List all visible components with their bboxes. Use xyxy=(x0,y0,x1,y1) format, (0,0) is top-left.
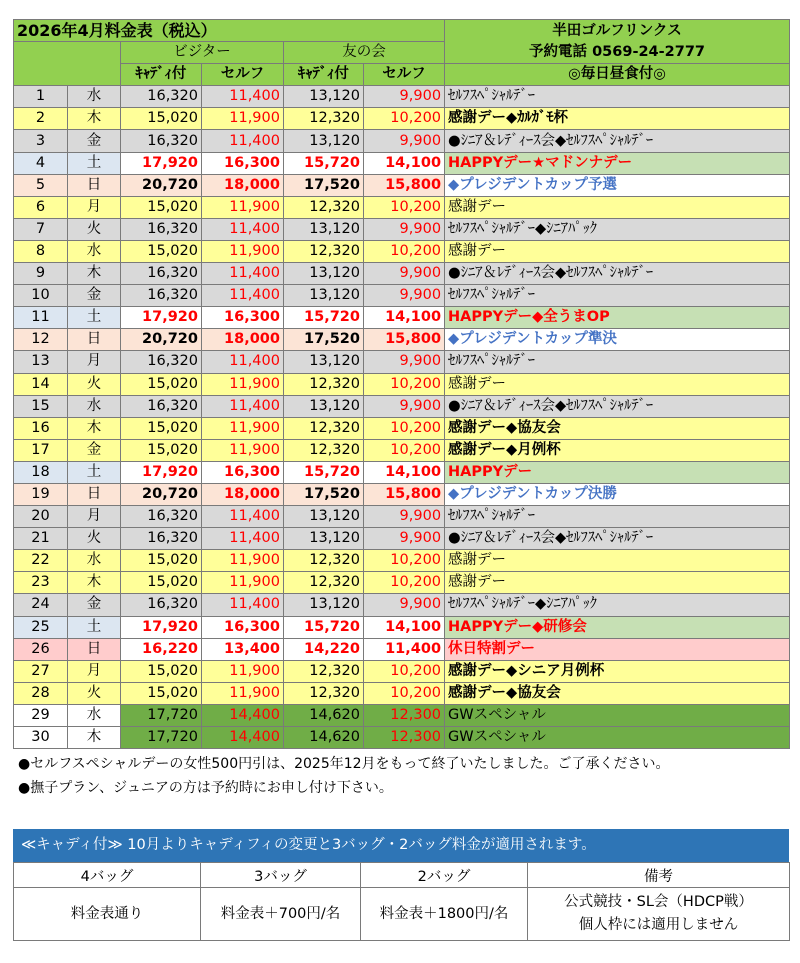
weekday-cell: 月 xyxy=(68,660,121,682)
visitor-self-price: 18,000 xyxy=(202,174,284,196)
weekday-cell: 水 xyxy=(68,550,121,572)
event-note: ◆プレジデントカップ準決 xyxy=(445,329,790,351)
event-note: ◆プレジデントカップ決勝 xyxy=(445,483,790,505)
visitor-caddie-price: 20,720 xyxy=(121,329,202,351)
visitor-caddie-price: 15,020 xyxy=(121,196,202,218)
event-note: ｾﾙﾌｽﾍﾟｼｬﾙﾃﾞｰ xyxy=(445,506,790,528)
visitor-caddie-price: 16,320 xyxy=(121,86,202,108)
weekday-cell: 日 xyxy=(68,483,121,505)
table-row xyxy=(14,108,790,130)
weekday-cell: 水 xyxy=(68,86,121,108)
table-row xyxy=(14,196,790,218)
price-rows xyxy=(14,86,790,749)
member-caddie-price: 13,120 xyxy=(284,506,364,528)
day-cell: 22 xyxy=(14,550,68,572)
event-note: ｾﾙﾌｽﾍﾟｼｬﾙﾃﾞｰ◆ｼﾆｱﾊﾟｯｸ xyxy=(445,594,790,616)
note-self-special: ●セルフスペシャルデーの女性500円引は、2025年12月をもって終了いたしました。ご了承ください。 xyxy=(18,756,670,772)
weekday-cell: 木 xyxy=(68,727,121,749)
visitor-self-price: 11,900 xyxy=(202,439,284,461)
bag3-header: 3バッグ xyxy=(201,863,361,888)
table-row xyxy=(14,727,790,749)
member-self-price: 11,400 xyxy=(364,638,445,660)
day-cell: 29 xyxy=(14,704,68,726)
visitor-caddie-price: 15,020 xyxy=(121,682,202,704)
member-caddie-price: 17,520 xyxy=(284,483,364,505)
weekday-cell: 水 xyxy=(68,704,121,726)
table-row xyxy=(14,130,790,152)
day-cell: 30 xyxy=(14,727,68,749)
member-self-price: 10,200 xyxy=(364,196,445,218)
remark-line-2: 個人枠には適用しません xyxy=(578,917,739,933)
day-cell: 13 xyxy=(14,351,68,373)
day-cell: 15 xyxy=(14,395,68,417)
member-caddie-price: 13,120 xyxy=(284,528,364,550)
member-caddie-price: 13,120 xyxy=(284,263,364,285)
day-cell: 18 xyxy=(14,461,68,483)
member-self-price: 10,200 xyxy=(364,240,445,262)
member-caddie-price: 12,320 xyxy=(284,439,364,461)
visitor-caddie-price: 16,320 xyxy=(121,351,202,373)
visitor-self-price: 11,900 xyxy=(202,417,284,439)
visitor-caddie-price: 17,720 xyxy=(121,727,202,749)
member-self-price: 12,300 xyxy=(364,727,445,749)
event-note: 感謝デー◆ｶﾙｶﾞﾓ杯 xyxy=(445,108,790,130)
visitor-self-price: 11,400 xyxy=(202,594,284,616)
visitor-self-price: 16,300 xyxy=(202,461,284,483)
event-note: 感謝デー◆シニア月例杯 xyxy=(445,660,790,682)
member-self-price: 14,100 xyxy=(364,152,445,174)
table-row xyxy=(14,616,790,638)
visitor-self-price: 11,900 xyxy=(202,196,284,218)
event-note: HAPPYデー xyxy=(445,461,790,483)
event-note: 感謝デー xyxy=(445,373,790,395)
course-phone: 予約電話 0569-24-2777 xyxy=(529,43,706,60)
course-info xyxy=(445,20,790,64)
table-row xyxy=(14,594,790,616)
visitor-caddie-price: 17,720 xyxy=(121,704,202,726)
visitor-self-price: 11,400 xyxy=(202,528,284,550)
visitor-caddie-price: 15,020 xyxy=(121,572,202,594)
event-note: 感謝デー xyxy=(445,240,790,262)
member-self-price: 9,900 xyxy=(364,351,445,373)
visitor-self-price: 11,900 xyxy=(202,572,284,594)
visitor-caddie-price: 15,020 xyxy=(121,439,202,461)
visitor-self-price: 11,400 xyxy=(202,263,284,285)
visitor-caddie-price: 15,020 xyxy=(121,660,202,682)
visitor-self-price: 11,900 xyxy=(202,373,284,395)
weekday-cell: 土 xyxy=(68,616,121,638)
visitor-caddie-price: 16,220 xyxy=(121,638,202,660)
bag4-value: 料金表通り xyxy=(14,888,201,941)
member-caddie-price: 12,320 xyxy=(284,373,364,395)
weekday-cell: 木 xyxy=(68,263,121,285)
member-caddie-price: 12,320 xyxy=(284,682,364,704)
member-self-price: 10,200 xyxy=(364,572,445,594)
day-cell: 24 xyxy=(14,594,68,616)
notes xyxy=(18,752,670,800)
day-cell: 1 xyxy=(14,86,68,108)
table-row xyxy=(14,395,790,417)
member-caddie-header: ｷｬﾃﾞｨ付 xyxy=(284,64,364,86)
member-caddie-price: 12,320 xyxy=(284,417,364,439)
table-row xyxy=(14,660,790,682)
event-note: ●ｼﾆｱ＆ﾚﾃﾞｨｰｽ会◆ｾﾙﾌｽﾍﾟｼｬﾙﾃﾞｰ xyxy=(445,263,790,285)
visitor-self-price: 18,000 xyxy=(202,483,284,505)
weekday-cell: 木 xyxy=(68,417,121,439)
note-nadeshiko-plan: ●撫子プラン、ジュニアの方は予約時にお申し付け下さい。 xyxy=(18,780,393,796)
weekday-cell: 金 xyxy=(68,439,121,461)
member-caddie-price: 12,320 xyxy=(284,660,364,682)
member-caddie-price: 13,120 xyxy=(284,395,364,417)
weekday-cell: 木 xyxy=(68,108,121,130)
weekday-cell: 月 xyxy=(68,351,121,373)
visitor-self-price: 11,400 xyxy=(202,218,284,240)
member-caddie-price: 12,320 xyxy=(284,550,364,572)
day-header-blank xyxy=(14,42,121,86)
member-self-price: 14,100 xyxy=(364,461,445,483)
member-self-price: 14,100 xyxy=(364,616,445,638)
member-self-price: 15,800 xyxy=(364,329,445,351)
member-caddie-price: 14,620 xyxy=(284,727,364,749)
table-row xyxy=(14,550,790,572)
visitor-self-price: 11,400 xyxy=(202,395,284,417)
event-note: ●ｼﾆｱ＆ﾚﾃﾞｨｰｽ会◆ｾﾙﾌｽﾍﾟｼｬﾙﾃﾞｰ xyxy=(445,395,790,417)
member-caddie-price: 15,720 xyxy=(284,152,364,174)
visitor-caddie-price: 16,320 xyxy=(121,395,202,417)
table-row xyxy=(14,682,790,704)
member-caddie-price: 15,720 xyxy=(284,461,364,483)
visitor-self-price: 11,400 xyxy=(202,130,284,152)
day-cell: 4 xyxy=(14,152,68,174)
table-row xyxy=(14,218,790,240)
day-cell: 16 xyxy=(14,417,68,439)
member-self-price: 10,200 xyxy=(364,682,445,704)
day-cell: 21 xyxy=(14,528,68,550)
visitor-caddie-header: ｷｬﾃﾞｨ付 xyxy=(121,64,202,86)
table-row xyxy=(14,417,790,439)
day-cell: 9 xyxy=(14,263,68,285)
weekday-cell: 金 xyxy=(68,130,121,152)
bag4-header: 4バッグ xyxy=(14,863,201,888)
bag-fee-table xyxy=(13,862,790,941)
visitor-self-price: 14,400 xyxy=(202,727,284,749)
weekday-cell: 火 xyxy=(68,373,121,395)
weekday-cell: 金 xyxy=(68,285,121,307)
member-self-price: 12,300 xyxy=(364,704,445,726)
day-cell: 26 xyxy=(14,638,68,660)
weekday-cell: 土 xyxy=(68,307,121,329)
event-note: ◆プレジデントカップ予選 xyxy=(445,174,790,196)
visitor-caddie-price: 15,020 xyxy=(121,240,202,262)
table-row xyxy=(14,285,790,307)
weekday-cell: 日 xyxy=(68,329,121,351)
table-row xyxy=(14,638,790,660)
member-caddie-price: 13,120 xyxy=(284,594,364,616)
event-note: 感謝デー xyxy=(445,550,790,572)
member-self-price: 9,900 xyxy=(364,285,445,307)
member-caddie-price: 17,520 xyxy=(284,174,364,196)
table-row xyxy=(14,572,790,594)
day-cell: 23 xyxy=(14,572,68,594)
event-note: 感謝デー◆協友会 xyxy=(445,682,790,704)
member-caddie-price: 15,720 xyxy=(284,616,364,638)
member-self-price: 9,900 xyxy=(364,506,445,528)
visitor-caddie-price: 16,320 xyxy=(121,528,202,550)
lunch-info: ◎毎日昼食付◎ xyxy=(445,64,790,86)
member-self-price: 10,200 xyxy=(364,439,445,461)
table-row xyxy=(14,152,790,174)
day-cell: 19 xyxy=(14,483,68,505)
member-header: 友の会 xyxy=(284,42,445,64)
visitor-caddie-price: 17,920 xyxy=(121,616,202,638)
event-note: GWスペシャル xyxy=(445,727,790,749)
visitor-caddie-price: 16,320 xyxy=(121,130,202,152)
visitor-self-price: 11,400 xyxy=(202,506,284,528)
weekday-cell: 土 xyxy=(68,461,121,483)
bag3-value: 料金表＋700円/名 xyxy=(201,888,361,941)
visitor-caddie-price: 20,720 xyxy=(121,174,202,196)
weekday-cell: 水 xyxy=(68,395,121,417)
visitor-self-price: 16,300 xyxy=(202,307,284,329)
member-self-price: 10,200 xyxy=(364,660,445,682)
member-self-price: 10,200 xyxy=(364,417,445,439)
table-row xyxy=(14,351,790,373)
day-cell: 7 xyxy=(14,218,68,240)
table-row xyxy=(14,174,790,196)
event-note: ｾﾙﾌｽﾍﾟｼｬﾙﾃﾞｰ◆ｼﾆｱﾊﾟｯｸ xyxy=(445,218,790,240)
member-caddie-price: 13,120 xyxy=(284,285,364,307)
member-self-price: 15,800 xyxy=(364,174,445,196)
visitor-caddie-price: 17,920 xyxy=(121,152,202,174)
visitor-caddie-price: 20,720 xyxy=(121,483,202,505)
day-cell: 27 xyxy=(14,660,68,682)
event-note: 感謝デー◆協友会 xyxy=(445,417,790,439)
member-self-price: 9,900 xyxy=(364,528,445,550)
member-caddie-price: 12,320 xyxy=(284,572,364,594)
event-note: HAPPYデー◆研修会 xyxy=(445,616,790,638)
visitor-caddie-price: 16,320 xyxy=(121,594,202,616)
visitor-self-price: 11,900 xyxy=(202,550,284,572)
member-self-price: 9,900 xyxy=(364,130,445,152)
caddy-section xyxy=(13,829,789,941)
member-self-price: 9,900 xyxy=(364,86,445,108)
weekday-cell: 日 xyxy=(68,174,121,196)
table-row xyxy=(14,86,790,108)
member-self-price: 9,900 xyxy=(364,594,445,616)
visitor-caddie-price: 15,020 xyxy=(121,373,202,395)
visitor-self-price: 16,300 xyxy=(202,152,284,174)
member-caddie-price: 14,220 xyxy=(284,638,364,660)
member-self-price: 9,900 xyxy=(364,395,445,417)
table-row xyxy=(14,240,790,262)
member-caddie-price: 15,720 xyxy=(284,307,364,329)
event-note: ●ｼﾆｱ＆ﾚﾃﾞｨｰｽ会◆ｾﾙﾌｽﾍﾟｼｬﾙﾃﾞｰ xyxy=(445,130,790,152)
event-note: HAPPYデー★マドンナデー xyxy=(445,152,790,174)
table-row xyxy=(14,506,790,528)
table-row xyxy=(14,704,790,726)
day-cell: 11 xyxy=(14,307,68,329)
remark-header: 備考 xyxy=(528,863,790,888)
weekday-cell: 水 xyxy=(68,240,121,262)
table-row xyxy=(14,483,790,505)
event-note: HAPPYデー◆全うまOP xyxy=(445,307,790,329)
visitor-self-price: 11,900 xyxy=(202,240,284,262)
event-note: ｾﾙﾌｽﾍﾟｼｬﾙﾃﾞｰ xyxy=(445,285,790,307)
member-self-price: 9,900 xyxy=(364,218,445,240)
member-caddie-price: 13,120 xyxy=(284,351,364,373)
visitor-caddie-price: 15,020 xyxy=(121,550,202,572)
visitor-self-price: 13,400 xyxy=(202,638,284,660)
visitor-caddie-price: 15,020 xyxy=(121,108,202,130)
member-caddie-price: 14,620 xyxy=(284,704,364,726)
weekday-cell: 月 xyxy=(68,506,121,528)
table-row xyxy=(14,373,790,395)
day-cell: 6 xyxy=(14,196,68,218)
day-cell: 28 xyxy=(14,682,68,704)
visitor-self-price: 16,300 xyxy=(202,616,284,638)
caddy-banner: ≪キャディ付≫ 10月よりキャディフィの変更と3バッグ・2バッグ料金が適用されます。 xyxy=(13,829,789,862)
weekday-cell: 火 xyxy=(68,218,121,240)
event-note: 休日特割デー xyxy=(445,638,790,660)
weekday-cell: 月 xyxy=(68,196,121,218)
visitor-self-price: 11,900 xyxy=(202,108,284,130)
day-cell: 20 xyxy=(14,506,68,528)
day-cell: 25 xyxy=(14,616,68,638)
visitor-self-header: セルフ xyxy=(202,64,284,86)
day-cell: 8 xyxy=(14,240,68,262)
weekday-cell: 土 xyxy=(68,152,121,174)
weekday-cell: 木 xyxy=(68,572,121,594)
member-self-header: セルフ xyxy=(364,64,445,86)
page-title: 2026年4月料金表（税込） xyxy=(14,20,445,42)
day-cell: 3 xyxy=(14,130,68,152)
member-caddie-price: 12,320 xyxy=(284,108,364,130)
day-cell: 5 xyxy=(14,174,68,196)
course-name: 半田ゴルフリンクス xyxy=(552,22,682,39)
visitor-caddie-price: 16,320 xyxy=(121,285,202,307)
visitor-self-price: 11,900 xyxy=(202,660,284,682)
event-note: ●ｼﾆｱ＆ﾚﾃﾞｨｰｽ会◆ｾﾙﾌｽﾍﾟｼｬﾙﾃﾞｰ xyxy=(445,528,790,550)
visitor-self-price: 11,400 xyxy=(202,351,284,373)
bag2-header: 2バッグ xyxy=(361,863,528,888)
table-row xyxy=(14,461,790,483)
member-caddie-price: 17,520 xyxy=(284,329,364,351)
day-cell: 10 xyxy=(14,285,68,307)
visitor-caddie-price: 17,920 xyxy=(121,461,202,483)
member-self-price: 15,800 xyxy=(364,483,445,505)
weekday-cell: 火 xyxy=(68,528,121,550)
day-cell: 14 xyxy=(14,373,68,395)
member-self-price: 10,200 xyxy=(364,108,445,130)
visitor-caddie-price: 17,920 xyxy=(121,307,202,329)
weekday-cell: 金 xyxy=(68,594,121,616)
visitor-caddie-price: 16,320 xyxy=(121,218,202,240)
day-cell: 2 xyxy=(14,108,68,130)
member-self-price: 14,100 xyxy=(364,307,445,329)
member-caddie-price: 13,120 xyxy=(284,130,364,152)
visitor-self-price: 11,400 xyxy=(202,86,284,108)
price-table xyxy=(13,19,790,749)
visitor-header: ビジター xyxy=(121,42,284,64)
table-row xyxy=(14,263,790,285)
event-note: 感謝デー◆月例杯 xyxy=(445,439,790,461)
visitor-caddie-price: 16,320 xyxy=(121,506,202,528)
bag2-value: 料金表＋1800円/名 xyxy=(361,888,528,941)
member-self-price: 10,200 xyxy=(364,550,445,572)
visitor-self-price: 18,000 xyxy=(202,329,284,351)
visitor-caddie-price: 15,020 xyxy=(121,417,202,439)
member-self-price: 9,900 xyxy=(364,263,445,285)
event-note: GWスペシャル xyxy=(445,704,790,726)
table-row xyxy=(14,307,790,329)
remark-value xyxy=(528,888,790,941)
remark-line-1: 公式競技・SL会（HDCP戦） xyxy=(564,894,753,910)
member-caddie-price: 12,320 xyxy=(284,196,364,218)
event-note: ｾﾙﾌｽﾍﾟｼｬﾙﾃﾞｰ xyxy=(445,86,790,108)
visitor-self-price: 14,400 xyxy=(202,704,284,726)
visitor-caddie-price: 16,320 xyxy=(121,263,202,285)
member-caddie-price: 12,320 xyxy=(284,240,364,262)
table-row xyxy=(14,439,790,461)
weekday-cell: 日 xyxy=(68,638,121,660)
event-note: 感謝デー xyxy=(445,196,790,218)
event-note: ｾﾙﾌｽﾍﾟｼｬﾙﾃﾞｰ xyxy=(445,351,790,373)
table-row xyxy=(14,329,790,351)
member-self-price: 10,200 xyxy=(364,373,445,395)
visitor-self-price: 11,400 xyxy=(202,285,284,307)
member-caddie-price: 13,120 xyxy=(284,218,364,240)
weekday-cell: 火 xyxy=(68,682,121,704)
visitor-self-price: 11,900 xyxy=(202,682,284,704)
member-caddie-price: 13,120 xyxy=(284,86,364,108)
event-note: 感謝デー xyxy=(445,572,790,594)
day-cell: 12 xyxy=(14,329,68,351)
table-row xyxy=(14,528,790,550)
day-cell: 17 xyxy=(14,439,68,461)
